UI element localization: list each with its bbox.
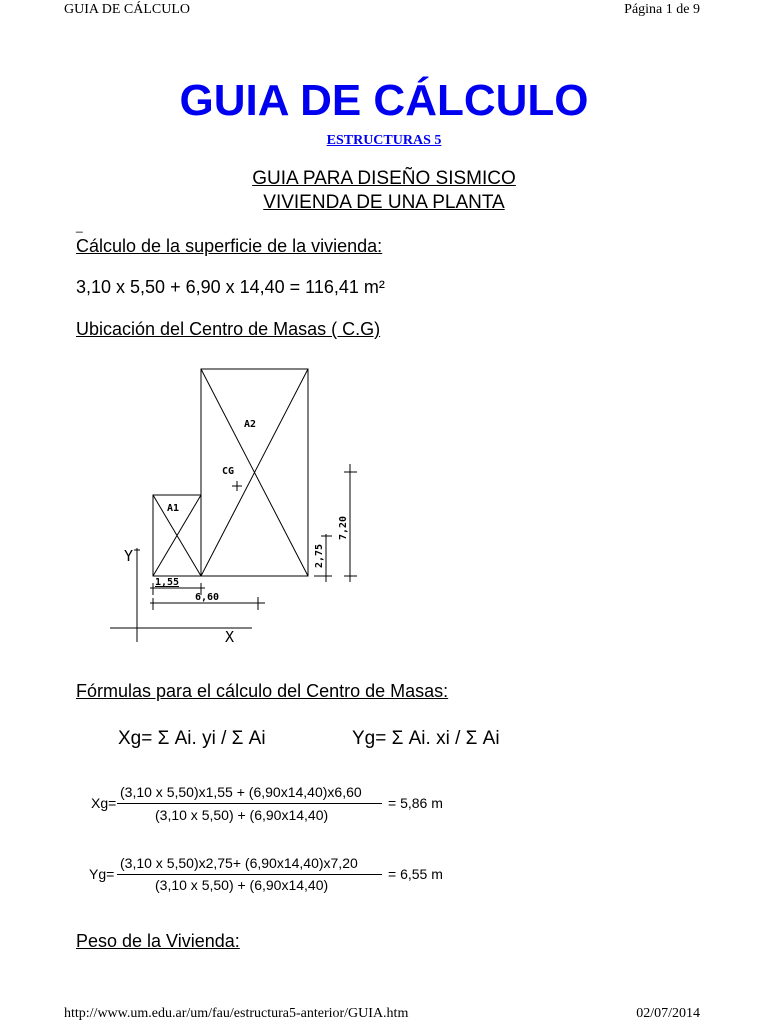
- label-a1: A1: [167, 503, 180, 514]
- xg-calc-denominator: (3,10 x 5,50) + (6,90x14,40): [155, 807, 329, 823]
- xg-calc-label: Xg=: [91, 795, 117, 811]
- formula-xg: Xg= Σ Ai. yi / Σ Ai: [118, 728, 266, 749]
- formula-yg: Yg= Σ Ai. xi / Σ Ai: [352, 728, 500, 749]
- xg-fraction-bar: [117, 803, 382, 804]
- section-area-label: Cálculo de la superficie de la vivienda:: [76, 236, 383, 256]
- yg-calc-denominator: (3,10 x 5,50) + (6,90x14,40): [155, 877, 329, 893]
- footer-date: 02/07/2014: [636, 1006, 700, 1021]
- yg-calc-numerator: (3,10 x 5,50)x2,75+ (6,90x14,40)x7,20: [120, 855, 358, 871]
- label-dim-275: 2,75: [314, 543, 325, 568]
- label-dim-155: 1,55: [155, 577, 180, 588]
- yg-calc-result: = 6,55 m: [388, 866, 443, 882]
- label-dim-660: 6,60: [195, 592, 220, 603]
- section-formulas-label: Fórmulas para el cálculo del Centro de Masas:: [76, 681, 449, 701]
- area-formula: 3,10 x 5,50 + 6,90 x 14,40 = 116,41 m²: [76, 277, 385, 297]
- header-page-number: Página 1 de 9: [624, 2, 700, 17]
- label-cg: CG: [222, 466, 235, 477]
- section-weight-label: Peso de la Vivienda:: [76, 931, 240, 951]
- heading-line-1: GUIA PARA DISEÑO SISMICO: [252, 168, 516, 189]
- page-subtitle-link[interactable]: ESTRUCTURAS 5: [326, 133, 442, 148]
- label-y-axis: Y: [124, 547, 134, 565]
- section-centre-of-mass-label: Ubicación del Centro de Masas ( C.G): [76, 319, 381, 339]
- footer-url[interactable]: http://www.um.edu.ar/um/fau/estructura5-anterior/GUIA.htm: [64, 1006, 409, 1021]
- header-doc-title: GUIA DE CÁLCULO: [64, 2, 190, 17]
- label-dim-720: 7,20: [338, 515, 349, 540]
- page-title: GUIA DE CÁLCULO: [179, 76, 589, 125]
- yg-fraction-bar: [117, 874, 382, 875]
- xg-calc-result: = 5,86 m: [388, 795, 443, 811]
- label-x-axis: X: [225, 628, 235, 646]
- stray-mark: _: [76, 219, 83, 233]
- label-a2: A2: [244, 419, 257, 430]
- xg-calc-numerator: (3,10 x 5,50)x1,55 + (6,90x14,40)x6,60: [120, 784, 362, 800]
- heading-line-2: VIVIENDA DE UNA PLANTA: [263, 192, 505, 213]
- yg-calc-label: Yg=: [89, 866, 115, 882]
